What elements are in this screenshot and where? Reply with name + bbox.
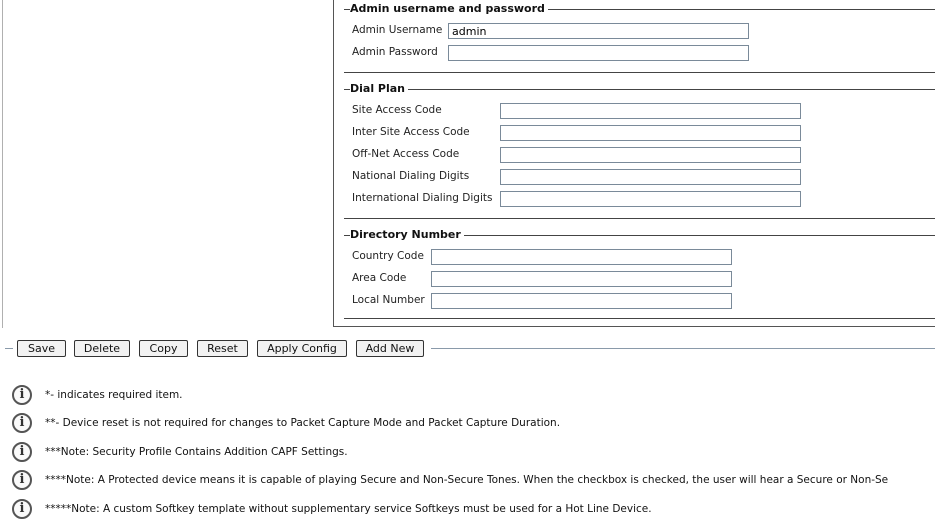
inter-site-access-code-field[interactable]: [500, 125, 801, 141]
international-dialing-digits-field[interactable]: [500, 191, 801, 207]
device-settings-panel: [333, 0, 935, 327]
country-code-field[interactable]: [431, 249, 732, 265]
national-dialing-digits-field[interactable]: [500, 169, 801, 185]
admin-section-title: Admin username and password: [350, 2, 548, 15]
admin-password-field[interactable]: [448, 45, 749, 61]
country-code-label: Country Code: [352, 250, 424, 262]
info-icon: i: [12, 385, 32, 405]
international-dialing-digits-label: International Dialing Digits: [352, 192, 493, 204]
note-device-reset: [12, 413, 935, 437]
national-dialing-digits-label: National Dialing Digits: [352, 170, 470, 182]
apply-config-button[interactable]: Apply Config: [257, 340, 347, 357]
off-net-access-code-field[interactable]: [500, 147, 801, 163]
note-text: *- indicates required item.: [45, 389, 183, 401]
dial-plan-section-title: Dial Plan: [350, 82, 408, 95]
info-icon: i: [12, 470, 32, 490]
info-icon: i: [12, 442, 32, 462]
site-access-code-label: Site Access Code: [352, 104, 442, 116]
local-number-field[interactable]: [431, 293, 732, 309]
off-net-access-code-label: Off-Net Access Code: [352, 148, 460, 160]
add-new-button[interactable]: Add New: [356, 340, 424, 357]
directory-number-section-bottom-rule: [344, 318, 935, 319]
admin-username-field[interactable]: [448, 23, 749, 39]
admin-section-bottom-rule: [344, 72, 935, 73]
button-bar-left-rule: [5, 348, 13, 349]
note-softkey-template: [12, 499, 935, 523]
admin-password-label: Admin Password: [352, 46, 438, 58]
note-text: *****Note: A custom Softkey template without supplementary service Softkeys must be used for a Hot Line Device.: [45, 503, 652, 515]
area-code-label: Area Code: [352, 272, 407, 284]
note-text: **- Device reset is not required for changes to Packet Capture Mode and Packet Capture Duration.: [45, 417, 561, 429]
copy-button[interactable]: Copy: [139, 340, 188, 357]
reset-button[interactable]: Reset: [197, 340, 248, 357]
note-required-item: [12, 385, 935, 409]
note-protected-device: [12, 470, 935, 494]
note-security-profile: [12, 442, 935, 466]
delete-button[interactable]: Delete: [74, 340, 130, 357]
site-access-code-field[interactable]: [500, 103, 801, 119]
info-icon: i: [12, 413, 32, 433]
note-text: ***Note: Security Profile Contains Addition CAPF Settings.: [45, 446, 348, 458]
dial-plan-section-bottom-rule: [344, 218, 935, 219]
inter-site-access-code-label: Inter Site Access Code: [352, 126, 470, 138]
dial-plan-section-rule: [344, 89, 935, 90]
button-bar-right-rule: [431, 348, 935, 349]
left-pane-border: [2, 0, 3, 328]
local-number-label: Local Number: [352, 294, 425, 306]
directory-number-section-title: Directory Number: [350, 228, 464, 241]
admin-username-label: Admin Username: [352, 24, 443, 36]
info-icon: i: [12, 499, 32, 519]
area-code-field[interactable]: [431, 271, 732, 287]
save-button[interactable]: Save: [17, 340, 66, 357]
note-text: ****Note: A Protected device means it is capable of playing Secure and Non-Secure Tones. When the checkbox is checked, the user will hear a Secure or Non-Se: [45, 474, 889, 486]
